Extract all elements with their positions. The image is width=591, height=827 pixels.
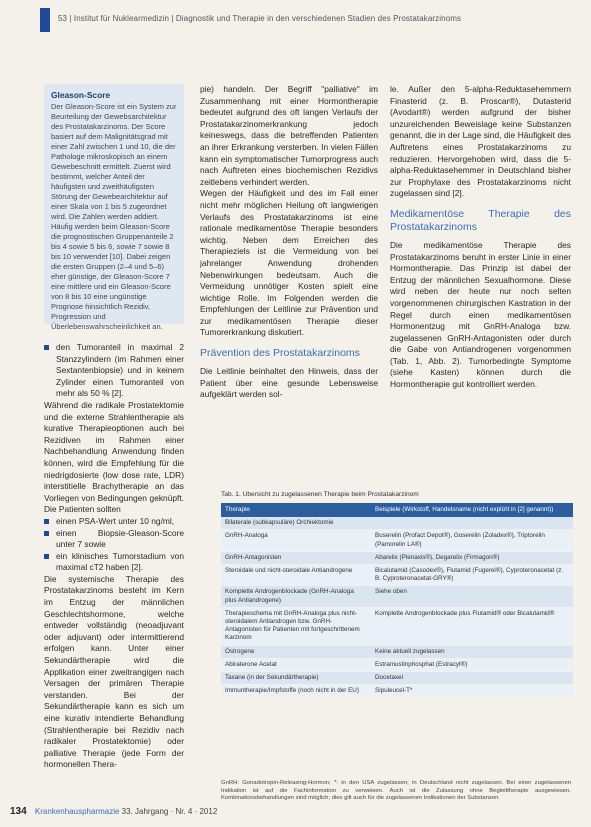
paragraph: Die Leitlinie beinhaltet den Hinweis, dass der Patient über eine gesunde Lebensweise aufgeklärt werden sol- — [200, 366, 378, 400]
table-cell: Keine aktuell zugelassen — [371, 645, 573, 658]
table-cell: Siehe oben — [371, 586, 573, 607]
table-cell: Bilaterale (subkapsuläre) Orchiektomie — [221, 517, 371, 530]
table-header-cell: Beispiele (Wirkstoff, Handelsname (nicht explizit in [2] genannt)) — [371, 503, 573, 517]
column-3 — [390, 84, 571, 488]
list-item: ein klinisches Tumorstadium von maximal cT2 haben [2]. — [44, 551, 184, 574]
table-cell: Östrogene — [221, 645, 371, 658]
running-head: 53 | Institut für Nuklearmedizin | Diagnostik und Therapie in den verschiedenen Stadien des Prostatakarzinoms — [58, 14, 462, 23]
table-row — [221, 685, 573, 698]
table-row — [221, 607, 573, 645]
paragraph: Während die radikale Prostatektomie und die externe Strahlentherapie als kurative Therapieoptionen auch bei Rezidiven im Rahmen einer Nachbehandlung Anwendung finden können, wird die Empfehlung für die niedrigdosierte (low dose rate, LDR) interstitielle Brachytherapie an das Vorliegen von Bedingungen geknüpft. Die Patienten sollten — [44, 399, 184, 515]
paragraph: Die medikamentöse Therapie des Prostatakarzinoms beruht in erster Linie in einer Hormontherapie. Das Prinzip ist dabei der Entzug der männlichen Sexualhormone. Diese wird neben der heute nur noch selten vorgenommenen chirurgischen Kastration in der Regel durch einen medikamentösen Hormonentzug mit GnRH-Analoga bzw. zugelassenen GnRH-Antagonisten oder durch die Gabe von Antiandrogenen vorgenommen (Tab. 1, Abb. 2). Tumorbedingte Symptome (siehe Kasten) können durch die Hormontherapie gut kontrolliert werden. — [390, 239, 571, 390]
table-header-row — [221, 503, 573, 517]
page-number: 134 — [10, 806, 27, 817]
list-item: einen Biopsie-Gleason-Score unter 7 sowie — [44, 528, 184, 551]
table-cell: Docetaxel — [371, 672, 573, 685]
table-cell: Immuntherapie/Impfstoffe (noch nicht in der EU) — [221, 685, 371, 698]
section-heading-prevention: Prävention des Prostatakarzinoms — [200, 347, 360, 360]
table-cell: Taxane (in der Sekundärtherapie) — [221, 672, 371, 685]
list-item: den Tumoranteil in maximal 2 Stanzzylindern (im Rahmen einer Sextantenbiopsie) und in keinem Zylinder einen Tumoranteil von mehr als 50 % [2]. — [44, 342, 184, 400]
table-cell: Steroidale und nicht-steroidale Antiandrogene — [221, 565, 371, 586]
table-footnote: GnRH: Gonadotropin-Releasing-Hormon; *: in den USA zugelassen; in Deutschland nicht zugelassen. Bei einer zugelassenen Indikation ist auf die Fachinformation zu verweisen. Auch ist die Zulassung ohne Begleittherapie ausgewiesen. Kombinationsbehandlungen sind möglich; dies gilt auch für die zugelassenen Indikationen der Substanzen. — [221, 780, 571, 802]
table-cell: Komplette Androgenblockade (GnRH-Analoga plus Antiandrogene) — [221, 586, 371, 607]
table-header-cell: Therapie — [221, 503, 371, 517]
table-cell: Komplette Androgenblockade plus Flutamid® oder Bicalutamid® — [371, 607, 573, 645]
table-cell: Abarelix (Plenaxis®), Degarelix (Firmagon®) — [371, 551, 573, 564]
list-item: einen PSA-Wert unter 10 ng/ml, — [44, 516, 184, 528]
table-cell: Abiraterone Acetat — [221, 658, 371, 671]
table-row — [221, 645, 573, 658]
bullet-list-a — [44, 342, 184, 400]
table-cell: Buserelin (Profact Depot®), Goserelin (Zoladex®), Triptorelin (Pamorelin LA®) — [371, 530, 573, 551]
gleason-box-text: Der Gleason-Score ist ein System zur Beurteilung der Gewebsarchitektur des Prostatakarzinoms. Der Score basiert auf dem Malignitätsgrad mit einer Zahl zwischen 1 und 10, die der Pathologe mikroskopisch an einem Gewebeschnitt ermittelt. Zuerst wird bestimmt, welcher Anteil der häufigsten und zweithäufigsten Störung der Gewebearchitektur auf einer Skala von 1 bis 5 zugeordnet wird. Die Zahlen werden addiert. Häufig werden beim Gleason-Score die prognostischen Gruppenanteile 2 bis 4 sowie 5 bis 6, sowie 7 sowie 8 bis 10 verwendet [10]. Dabei zeigen die ersten Gruppen (2–4 und 5–6) eher günstige, der Gleason-Score 7 eine mittlere und ein Gleason-Score von 8 bis 10 eine ungünstige Prognose hinsichtlich Rezidiv, Progression und Überlebenswahrscheinlichkeit an. — [51, 102, 177, 331]
table-row — [221, 672, 573, 685]
table-row — [221, 565, 573, 586]
section-heading-drug-therapy: Medikamentöse Therapie des Prostatakarzinoms — [390, 207, 571, 233]
table-cell: Estramustinphosphat (Estracyt®) — [371, 658, 573, 671]
page-footer — [10, 806, 217, 817]
table-cell: Therapieschema mit GnRH-Analoga plus nicht-steroidalem Antiandrogen bzw. GnRH-Antagonisten für Patienten mit fortgeschrittenem Karzinom — [221, 607, 371, 645]
paragraph: pie) handeln. Der Begriff "palliative" im Zusammenhang mit einer Hormontherapie bedeutet aufgrund des oft langen Verlaufs der Prostatakarzinomerkrankung jedoch keineswegs, dass die betreffenden Patienten an ihrer Erkrankung versterben. In vielen Fällen kann ein symptomatischer Tumorprogress auch nach Auftreten eines biochemischen Rezidivs zeitlebens verhindert werden. — [200, 84, 378, 187]
bullet-list-b — [44, 516, 184, 574]
section-marker — [40, 8, 50, 32]
journal-name: Krankenhauspharmazie — [34, 807, 120, 816]
table-row — [221, 517, 573, 530]
gleason-score-box — [44, 84, 184, 331]
paragraph: le. Außer den 5-alpha-Reduktasehemmern Finasterid (z. B. Proscar®), Dutasterid (Avodart®) werden aufgrund der bisher unzureichenden Beweislage keine Substanzen genannt, die in der Lage sind, die Häufigkeit des Auftretens eines Prostatakarzinoms zu reduzieren. Hervorgehoben wird, dass die 5-alpha-Reduktasehemmer in Deutschland bisher zur Prophylaxe des Prostatakarzinoms nicht zugelassen sind [2]. — [390, 84, 571, 199]
column-2 — [200, 84, 378, 488]
table-row — [221, 530, 573, 551]
table-caption: Tab. 1. Übersicht zu zugelassenen Therapie beim Prostatakarzinom — [221, 491, 419, 498]
table-row — [221, 551, 573, 564]
column-1 — [44, 342, 184, 797]
table-row — [221, 658, 573, 671]
table-cell — [371, 517, 573, 530]
gleason-box-title: Gleason-Score — [51, 90, 111, 100]
paragraph: Wegen der Häufigkeit und des im Fall einer nicht mehr möglichen Heilung oft langwierigen Verlaufs des Prostatakarzinoms ist eine rationale medikamentöse Therapie besonders wichtig. Neben dem Erreichen des Therapieziels ist die Vermeidung von bei jahrelanger Anwendung drohenden Nebenwirkungen bedeutsam. Auch die Vermeidung unnötiger Kosten spielt eine wichtige Rolle. Im Folgenden werden die Empfehlungen der Leitlinie zur Prävention und zur medikamentösen Therapie dieser Tumorerkrankung diskutiert. — [200, 188, 378, 338]
journal-issue: 33. Jahrgang · Nr. 4 · 2012 — [121, 807, 218, 816]
table-cell: GnRH-Antagonisten — [221, 551, 371, 564]
table-cell: Bicalutamid (Casodex®), Flutamid (Fugerel®), Cyproteronacetat (z. B. Cyproteronacetat-GRY®) — [371, 565, 573, 586]
therapy-table — [221, 503, 573, 698]
table-cell: GnRH-Analoga — [221, 530, 371, 551]
table-row — [221, 586, 573, 607]
paragraph: Die systemische Therapie des Prostatakarzinoms besteht im Kern im Entzug der männlichen Geschlechtshormone, welche entweder vollständig (neoadjuvant oder adjuvant) oder intermittierend erfolgen kann. Unter einer Sekundärtherapie wird die Applikation einer zweitrangigen nach Versagen der primären Therapie verstanden. Bei der Sekundärtherapie kann es sich um eine kurativ intendierte Behandlung (Strahlentherapie bei Rezidiv nach radikaler Prostatektomie) oder palliative Therapie (jede Form der hormonellen Thera- — [44, 573, 184, 770]
table-cell: Sipuleucel-T* — [371, 685, 573, 698]
